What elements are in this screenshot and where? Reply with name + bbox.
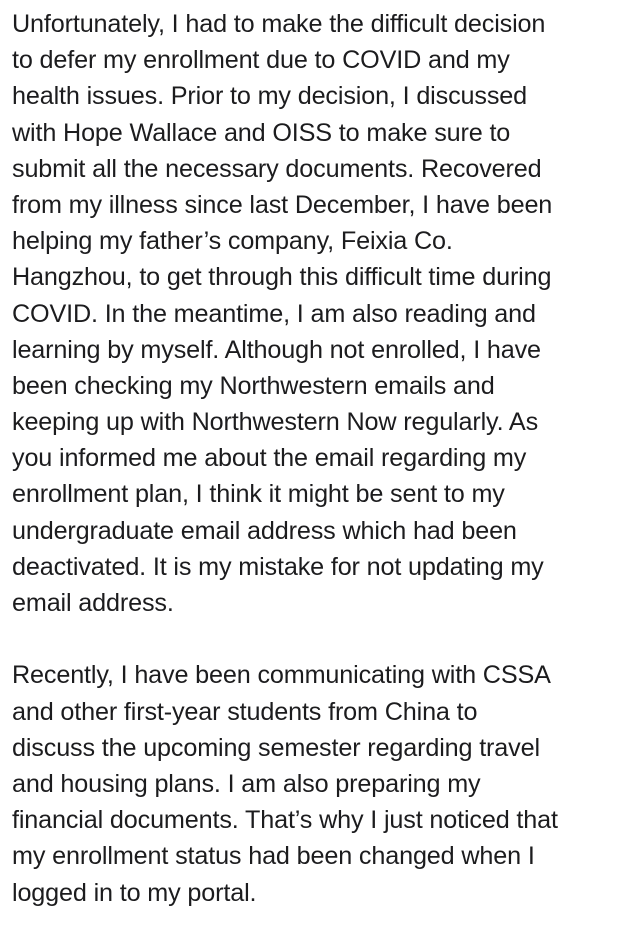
text-line: discuss the upcoming semester regarding travel (12, 733, 540, 762)
text-line: to defer my enrollment due to COVID and my (12, 46, 510, 75)
paragraph-2 (12, 657, 630, 910)
text-line: COVID. In the meantime, I am also reading and (12, 299, 536, 328)
text-line: submit all the necessary documents. Recovered (12, 154, 542, 183)
text-line: Recently, I have been communicating with CSSA (12, 661, 551, 690)
text-line: email address. (12, 589, 174, 617)
paragraph-1 (12, 6, 630, 621)
text-line: and housing plans. I am also preparing my (12, 769, 481, 798)
text-line: from my illness since last December, I have been (12, 190, 553, 219)
text-line: my enrollment status had been changed when I (12, 842, 535, 871)
text-line: deactivated. It is my mistake for not updating my (12, 552, 544, 581)
text-line: learning by myself. Although not enrolled, I have (12, 335, 541, 364)
text-line: and other first-year students from China to (12, 697, 478, 726)
text-line: you informed me about the email regarding my (12, 444, 527, 473)
text-line: Unfortunately, I had to make the difficult decision (12, 10, 546, 38)
text-line: keeping up with Northwestern Now regularly. As (12, 408, 539, 437)
text-line: undergraduate email address which had been (12, 516, 517, 545)
text-line: health issues. Prior to my decision, I discussed (12, 82, 527, 111)
text-line: with Hope Wallace and OISS to make sure to (12, 118, 511, 147)
text-line: financial documents. That’s why I just noticed that (12, 806, 558, 835)
text-line: enrollment plan, I think it might be sent to my (12, 480, 505, 509)
paragraph-spacer (12, 621, 630, 657)
text-line: Hangzhou, to get through this difficult time during (12, 263, 552, 292)
text-line: helping my father’s company, Feixia Co. (12, 227, 453, 256)
text-line: logged in to my portal. (12, 878, 257, 907)
text-line: been checking my Northwestern emails and (12, 371, 495, 400)
